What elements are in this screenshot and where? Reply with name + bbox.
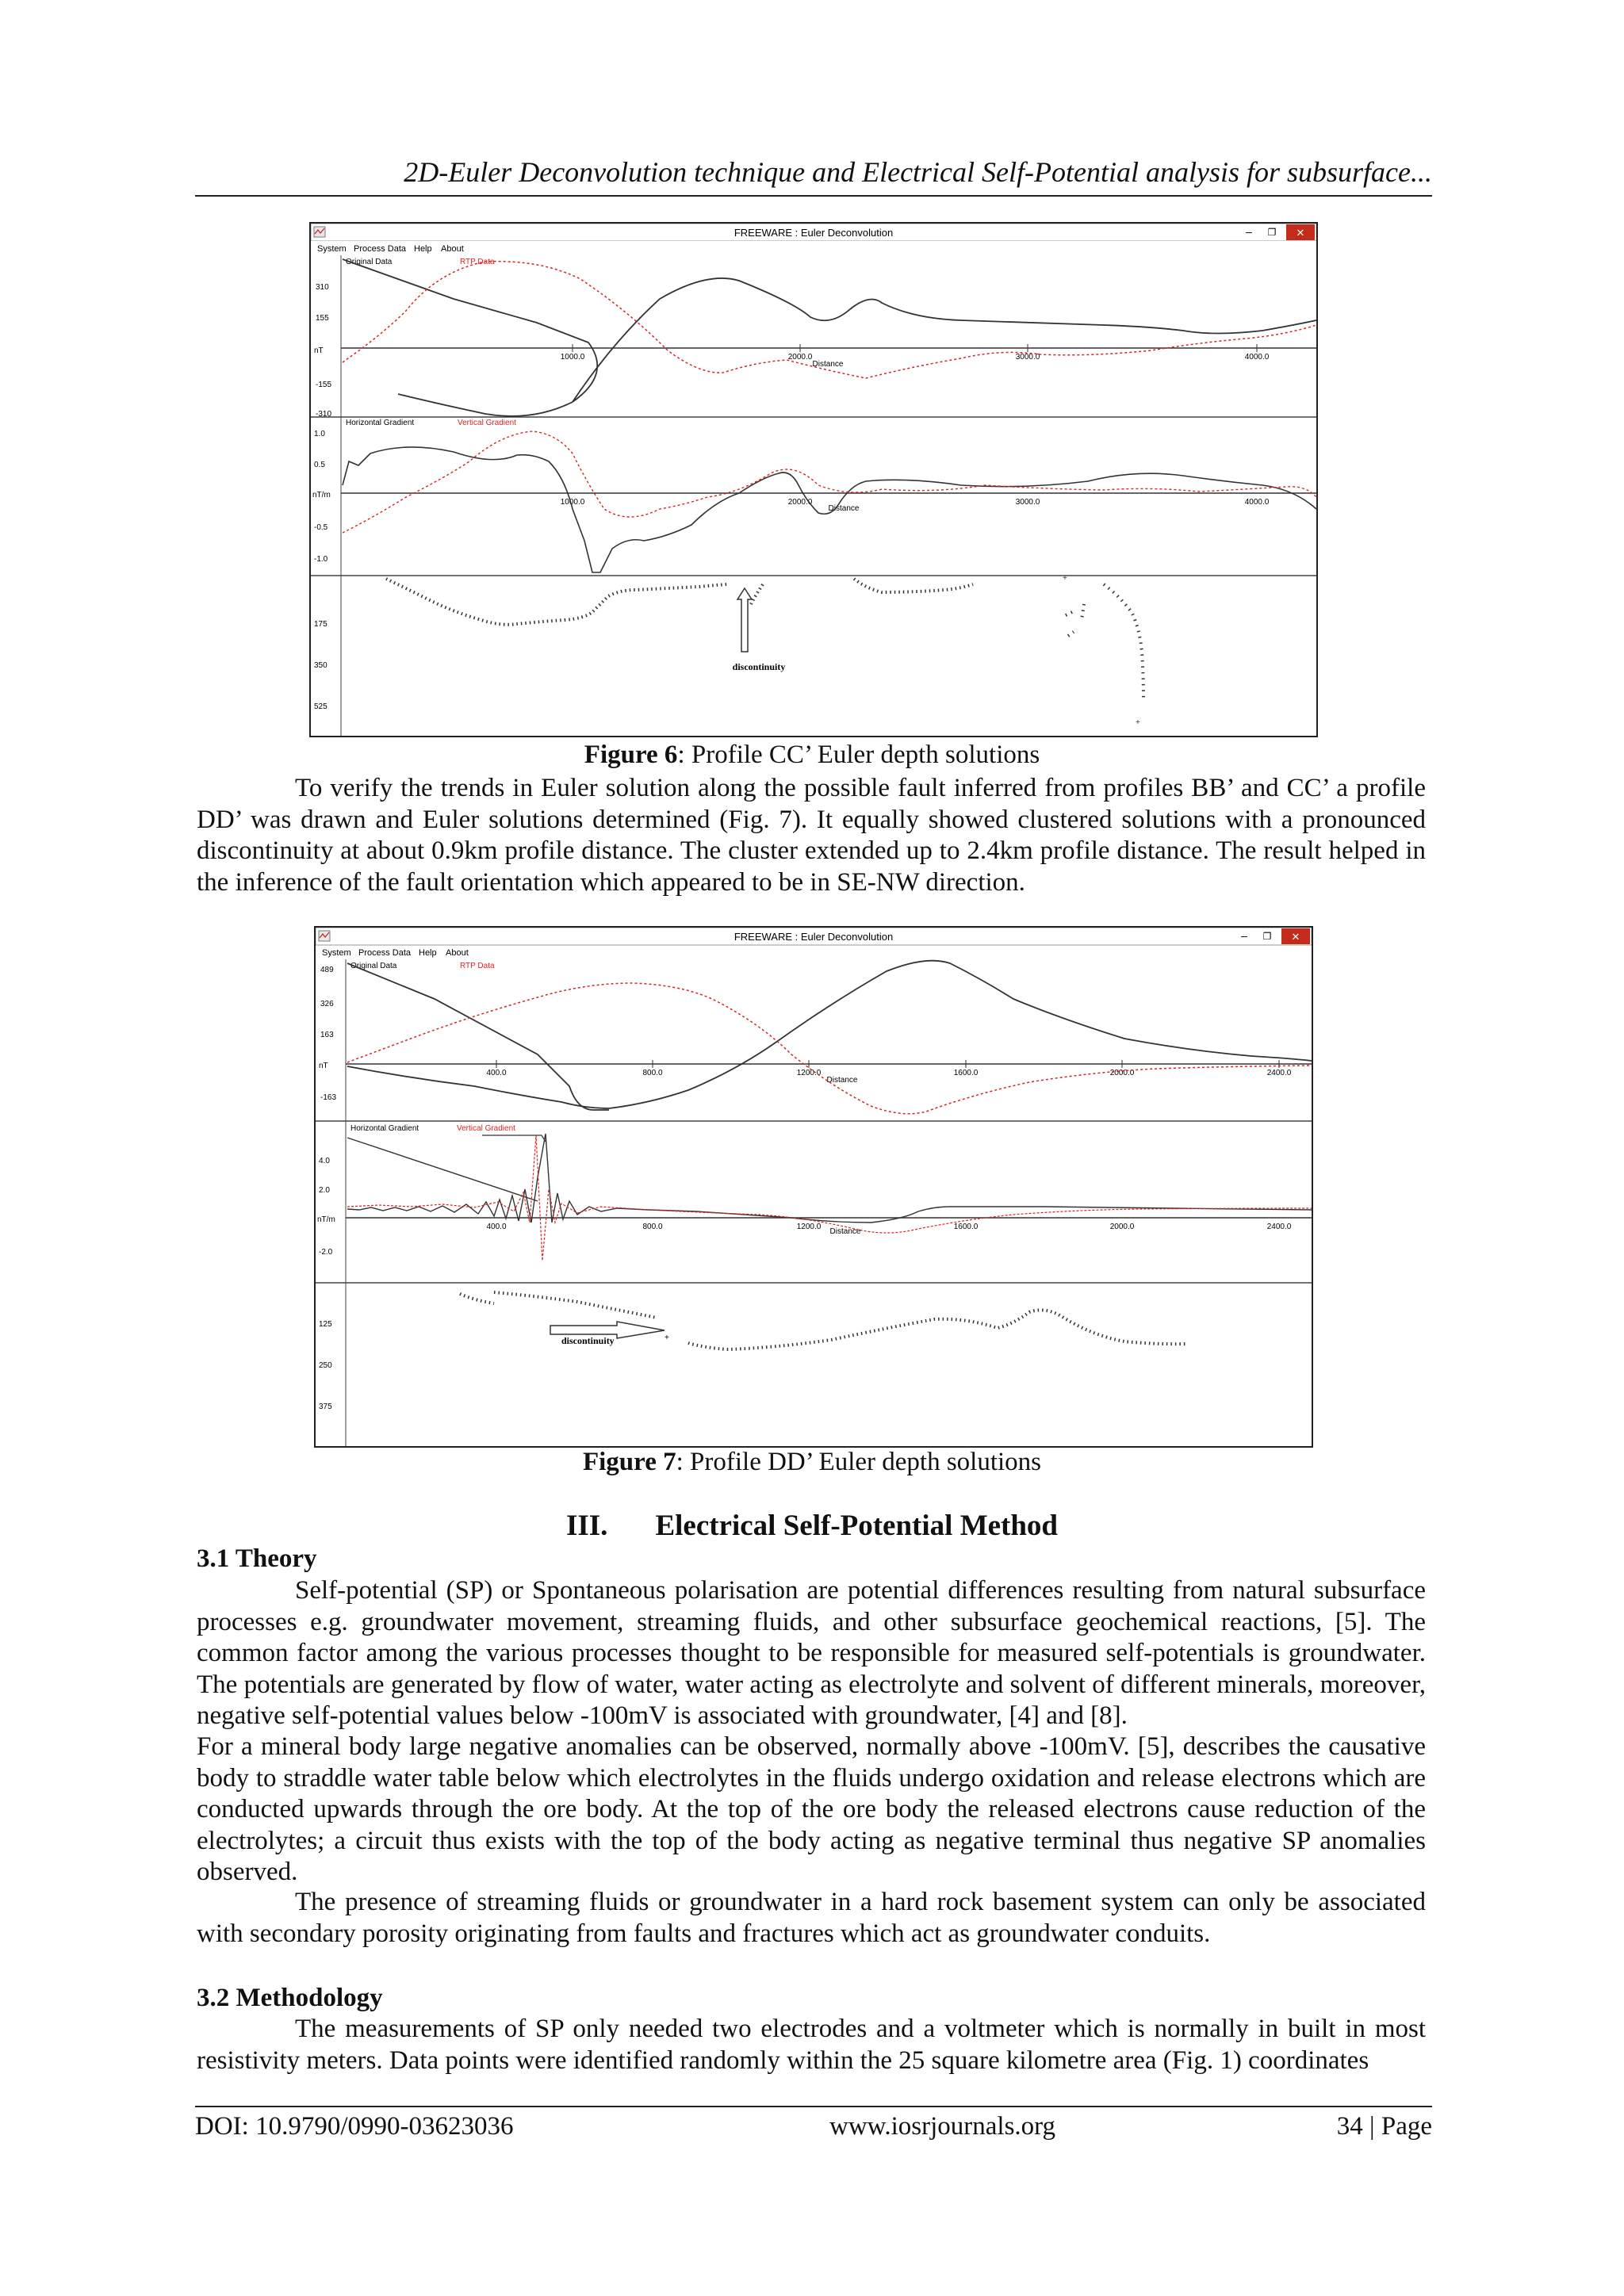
restore-icon[interactable]: ❐ (1262, 931, 1272, 942)
y-tick: 125 (319, 1320, 332, 1329)
series-horizontal-gradient (347, 1134, 1312, 1223)
section-heading (0, 1509, 1624, 1543)
series-original-data (343, 259, 1316, 416)
x-tick: 400.0 (486, 1069, 507, 1077)
y-unit: nT/m (317, 1215, 335, 1224)
x-axis-label: Distance (829, 1227, 861, 1236)
running-title: 2D-Euler Deconvolution technique and Electrical Self-Potential analysis for subsurface... (404, 156, 1432, 188)
x-tick: 3000.0 (1015, 353, 1040, 362)
x-tick: 1000.0 (560, 353, 585, 362)
y-tick: -310 (316, 410, 332, 419)
figure-6-caption (0, 740, 1624, 770)
series-rtp-data (347, 983, 1312, 1114)
app-icon (314, 227, 325, 237)
window-titlebar (311, 224, 1316, 241)
menu-bar (322, 948, 469, 958)
y-unit: nT (314, 346, 324, 355)
y-tick: -1.0 (314, 555, 328, 564)
y-tick: 175 (314, 620, 327, 629)
discontinuity-label: discontinuity (732, 661, 786, 672)
x-axis-label: Distance (826, 1076, 858, 1085)
y-tick: 375 (319, 1402, 332, 1411)
panel-euler-solutions (319, 1292, 1188, 1411)
y-unit: nT (319, 1062, 328, 1070)
close-icon[interactable]: ✕ (1291, 931, 1300, 943)
body-paragraph: Self-potential (SP) or Spontaneous polarisation are potential differences resulting from natural subsurface processes e.g. groundwater movement, streaming fluids, and other subsurface geochemical reactions, [5]. The common factor among the various processes thought to be responsible for measured self-potentials is groundwater. The potentials are generated by flow of water, water acting as electrolyte and solvent of different minerals, moreover, negative self-potential values below -100mV is associated with groundwater, [4] and [8]. (197, 1576, 1426, 1730)
page-footer (195, 2106, 1432, 2147)
menu-bar (311, 241, 1316, 255)
menu-item-help[interactable]: Help (419, 948, 437, 958)
x-tick: 1600.0 (953, 1069, 979, 1077)
series-vertical-gradient (347, 1135, 1312, 1261)
restore-icon[interactable]: ❐ (1267, 227, 1277, 238)
y-tick: 0.5 (314, 461, 325, 469)
y-tick: 250 (319, 1361, 332, 1370)
menu-item-system[interactable]: System (317, 244, 347, 254)
legend-horizontal-gradient: Horizontal Gradient (350, 1124, 419, 1133)
x-tick: 1200.0 (796, 1223, 822, 1231)
x-tick: 1600.0 (953, 1223, 979, 1231)
menu-item-process-data[interactable]: Process Data (358, 948, 412, 958)
figure-7-canvas (316, 928, 1312, 1446)
y-tick: -0.5 (314, 523, 328, 532)
discontinuity-label: discontinuity (561, 1335, 615, 1346)
legend-rtp-data: RTP Data (460, 962, 495, 970)
y-tick: 310 (316, 283, 329, 292)
svg-text:+: + (1136, 718, 1140, 727)
x-tick: 2000.0 (1109, 1069, 1135, 1077)
legend-vertical-gradient: Vertical Gradient (457, 1124, 515, 1133)
y-tick: 326 (320, 1000, 334, 1008)
close-icon[interactable]: ✕ (1296, 227, 1305, 239)
svg-text:+: + (665, 1334, 669, 1342)
app-icon (319, 931, 330, 941)
arrow-up-icon (737, 588, 752, 652)
euler-solution-markers (386, 574, 1143, 727)
menu-item-help[interactable]: Help (414, 244, 432, 254)
window-title: FREEWARE : Euler Deconvolution (733, 931, 894, 943)
figure-6-screenshot (309, 222, 1318, 737)
x-tick: 400.0 (486, 1223, 507, 1231)
y-tick: -2.0 (319, 1248, 333, 1257)
y-tick: 350 (314, 661, 327, 670)
legend-vertical-gradient: Vertical Gradient (458, 419, 516, 427)
window-title: FREEWARE : Euler Deconvolution (733, 227, 894, 239)
legend-original-data: Original Data (350, 962, 397, 970)
y-tick: -155 (316, 381, 332, 389)
y-tick: 163 (320, 1031, 334, 1039)
x-tick: 2400.0 (1266, 1223, 1292, 1231)
subsection-heading-methodology: 3.2 Methodology (197, 1984, 383, 2012)
legend-original-data: Original Data (346, 258, 393, 266)
y-tick: 525 (314, 702, 327, 711)
x-tick: 4000.0 (1244, 498, 1270, 507)
panel-gradients (312, 419, 1316, 572)
window-titlebar (316, 928, 1312, 945)
x-tick: 800.0 (642, 1069, 663, 1077)
x-tick: 2000.0 (787, 353, 813, 362)
y-tick: 4.0 (319, 1157, 330, 1165)
menu-item-about[interactable]: About (446, 948, 469, 958)
x-tick: 2000.0 (1109, 1223, 1135, 1231)
figure-6-canvas (311, 224, 1316, 736)
x-tick: 800.0 (642, 1223, 663, 1231)
series-vertical-gradient (343, 431, 1316, 533)
x-tick: 2400.0 (1266, 1069, 1292, 1077)
figure-7-screenshot (314, 926, 1313, 1448)
svg-text:+: + (1063, 574, 1067, 583)
panel-magnetic-data (319, 961, 1312, 1114)
series-original-data (347, 961, 1312, 1110)
minimize-icon[interactable]: – (1241, 929, 1247, 942)
y-tick: 2.0 (319, 1186, 330, 1195)
panel-gradients (317, 1124, 1312, 1261)
footer-website[interactable]: www.iosrjournals.org (829, 2112, 1056, 2141)
body-paragraph: The measurements of SP only needed two electrodes and a voltmeter which is normally in built in most resistivity meters. Data points were identified randomly within the 25 square kilometre area (Fig. 1) coordinates (197, 2015, 1426, 2075)
x-tick: 3000.0 (1015, 498, 1040, 507)
y-tick: -163 (320, 1093, 337, 1102)
caption-text: : Profile CC’ Euler depth solutions (677, 740, 1040, 769)
legend-rtp-data: RTP Data (460, 258, 495, 266)
figure-7-caption (0, 1448, 1624, 1477)
running-header (195, 155, 1432, 197)
x-axis-label: Distance (828, 504, 860, 513)
x-tick: 1000.0 (560, 498, 585, 507)
footer-doi: DOI: 10.9790/0990-03623036 (195, 2112, 514, 2141)
y-tick: 1.0 (314, 430, 325, 438)
legend-horizontal-gradient: Horizontal Gradient (346, 419, 415, 427)
minimize-icon[interactable]: – (1246, 225, 1252, 238)
section-title: Electrical Self-Potential Method (655, 1510, 1059, 1542)
x-tick: 1200.0 (796, 1069, 822, 1077)
body-paragraph: For a mineral body large negative anomalies can be observed, normally above -100mV. [5], describes the causative body to straddle water table below which electrolytes in the fluids undergo oxidation and release electrons which are conducted upwards through the ore body. At the top of the ore body the released electrons cause reduction of the electrolytes; a circuit thus exists with the top of the body acting as negative terminal thus negative SP anomalies observed. (197, 1732, 1426, 1886)
body-paragraph: To verify the trends in Euler solution along the possible fault inferred from profiles BB’ and CC’ a profile DD’ was drawn and Euler solutions determined (Fig. 7). It equally showed clustered solutions with a pronounced discontinuity at about 0.9km profile distance. The cluster extended up to 2.4km profile distance. The result helped in the inference of the fault orientation which appeared to be in SE-NW direction. (197, 774, 1426, 897)
panel-magnetic-data (314, 258, 1316, 419)
caption-label: Figure 6 (584, 740, 678, 769)
menu-item-process-data[interactable]: Process Data (354, 244, 407, 254)
x-axis-label: Distance (812, 360, 844, 369)
menu-item-system[interactable]: System (322, 948, 351, 958)
caption-label: Figure 7 (582, 1448, 676, 1476)
footer-page-number: 34 | Page (1336, 2112, 1432, 2141)
subsection-heading-theory: 3.1 Theory (197, 1544, 317, 1573)
menu-item-about[interactable]: About (441, 244, 464, 254)
caption-text: : Profile DD’ Euler depth solutions (676, 1448, 1042, 1476)
y-tick: 489 (320, 966, 334, 974)
y-unit: nT/m (312, 491, 331, 499)
section-number: III. (565, 1510, 608, 1542)
x-tick: 4000.0 (1244, 353, 1270, 362)
x-tick: 2000.0 (787, 498, 813, 507)
body-paragraph: The presence of streaming fluids or groundwater in a hard rock basement system can only be associated with secondary porosity originating from faults and fractures which act as groundwater conduits. (197, 1888, 1426, 1948)
y-tick: 155 (316, 314, 329, 323)
panel-euler-solutions (314, 574, 1143, 727)
